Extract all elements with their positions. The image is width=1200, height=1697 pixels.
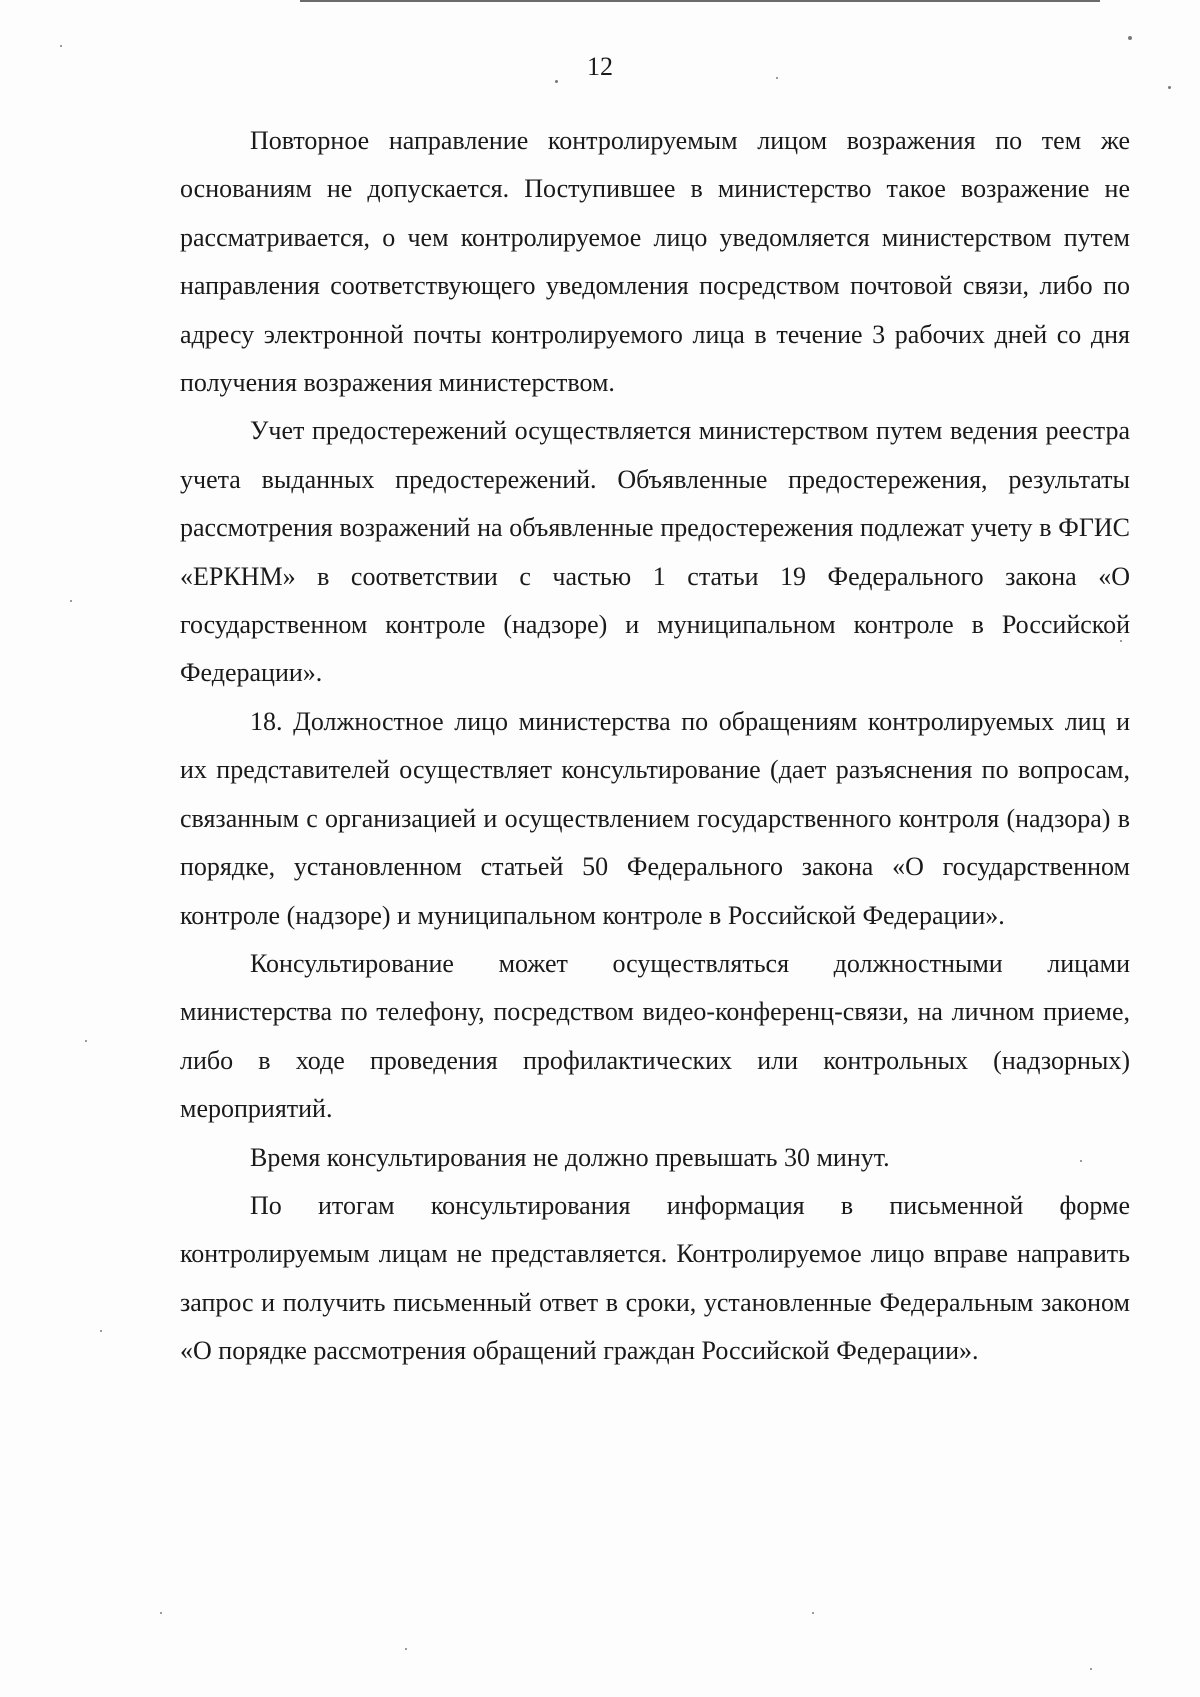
- page-number: 12: [587, 52, 613, 81]
- scan-speck: [1128, 36, 1132, 40]
- scan-speck: [160, 1612, 162, 1614]
- scan-speck: [85, 1040, 87, 1042]
- scan-speck: [70, 600, 72, 602]
- scan-speck: [405, 1648, 407, 1650]
- scan-speck: [60, 45, 62, 47]
- scan-speck: [1120, 640, 1122, 642]
- paragraph-consulting-channels: Консультирование может осуществляться должностными лицами министерства по телефону, посредством видео-конференц-связи, на личном приеме, либо в ходе проведения профилактических или контрольных (надзорных) мероприятий.: [180, 948, 1130, 1124]
- scan-speck: [555, 80, 558, 83]
- scan-speck: [1090, 1668, 1092, 1670]
- scan-speck: [1080, 1160, 1082, 1162]
- scan-speck: [776, 77, 778, 79]
- paragraph-consulting-time: Время консультирования не должно превышать 30 минут.: [250, 1142, 890, 1172]
- top-edge-rule: [300, 0, 1100, 2]
- paragraph-repeat-objection: Повторное направление контролируемым лицом возражения по тем же основаниям не допускается. Поступившее в министерство такое возражение не рассматривается, о чем контролируемое лицо уведомляется министерством путем направления соответствующего уведомления посредством почтовой связи, либо по адресу электронной почты контролируемого лица в течение 3 рабочих дней со дня получения возражения министерством.: [180, 126, 1130, 398]
- body-text: [180, 117, 1130, 1376]
- scan-speck: [100, 1330, 102, 1332]
- scan-speck: [812, 1612, 814, 1614]
- paragraph-warnings-registry: Учет предостережений осуществляется министерством путем ведения реестра учета выданных предостережений. Объявленные предостережения, результаты рассмотрения возражений на объявленные предостережения подлежат учету в ФГИС «ЕРКНМ» в соответствии с частью 1 статьи 19 Федерального закона «О государственном контроле (надзоре) и муниципальном контроле в Российской Федерации».: [180, 416, 1130, 688]
- paragraph-written-answer: По итогам консультирования информация в письменной форме контролируемым лицам не представляется. Контролируемое лицо вправе направить запрос и получить письменный ответ в сроки, установленные Федеральным законом «О порядке рассмотрения обращений граждан Российской Федерации».: [180, 1190, 1130, 1366]
- scan-speck: [1168, 86, 1171, 89]
- paragraph-item-18-consulting: 18. Должностное лицо министерства по обращениям контролируемых лиц и их представителей осуществляет консультирование (дает разъяснения по вопросам, связанным с организацией и осуществлением государственного контроля (надзора) в порядке, установленном статьей 50 Федерального закона «О государственном контроле (надзоре) и муниципальном контроле в Российской Федерации».: [180, 706, 1130, 930]
